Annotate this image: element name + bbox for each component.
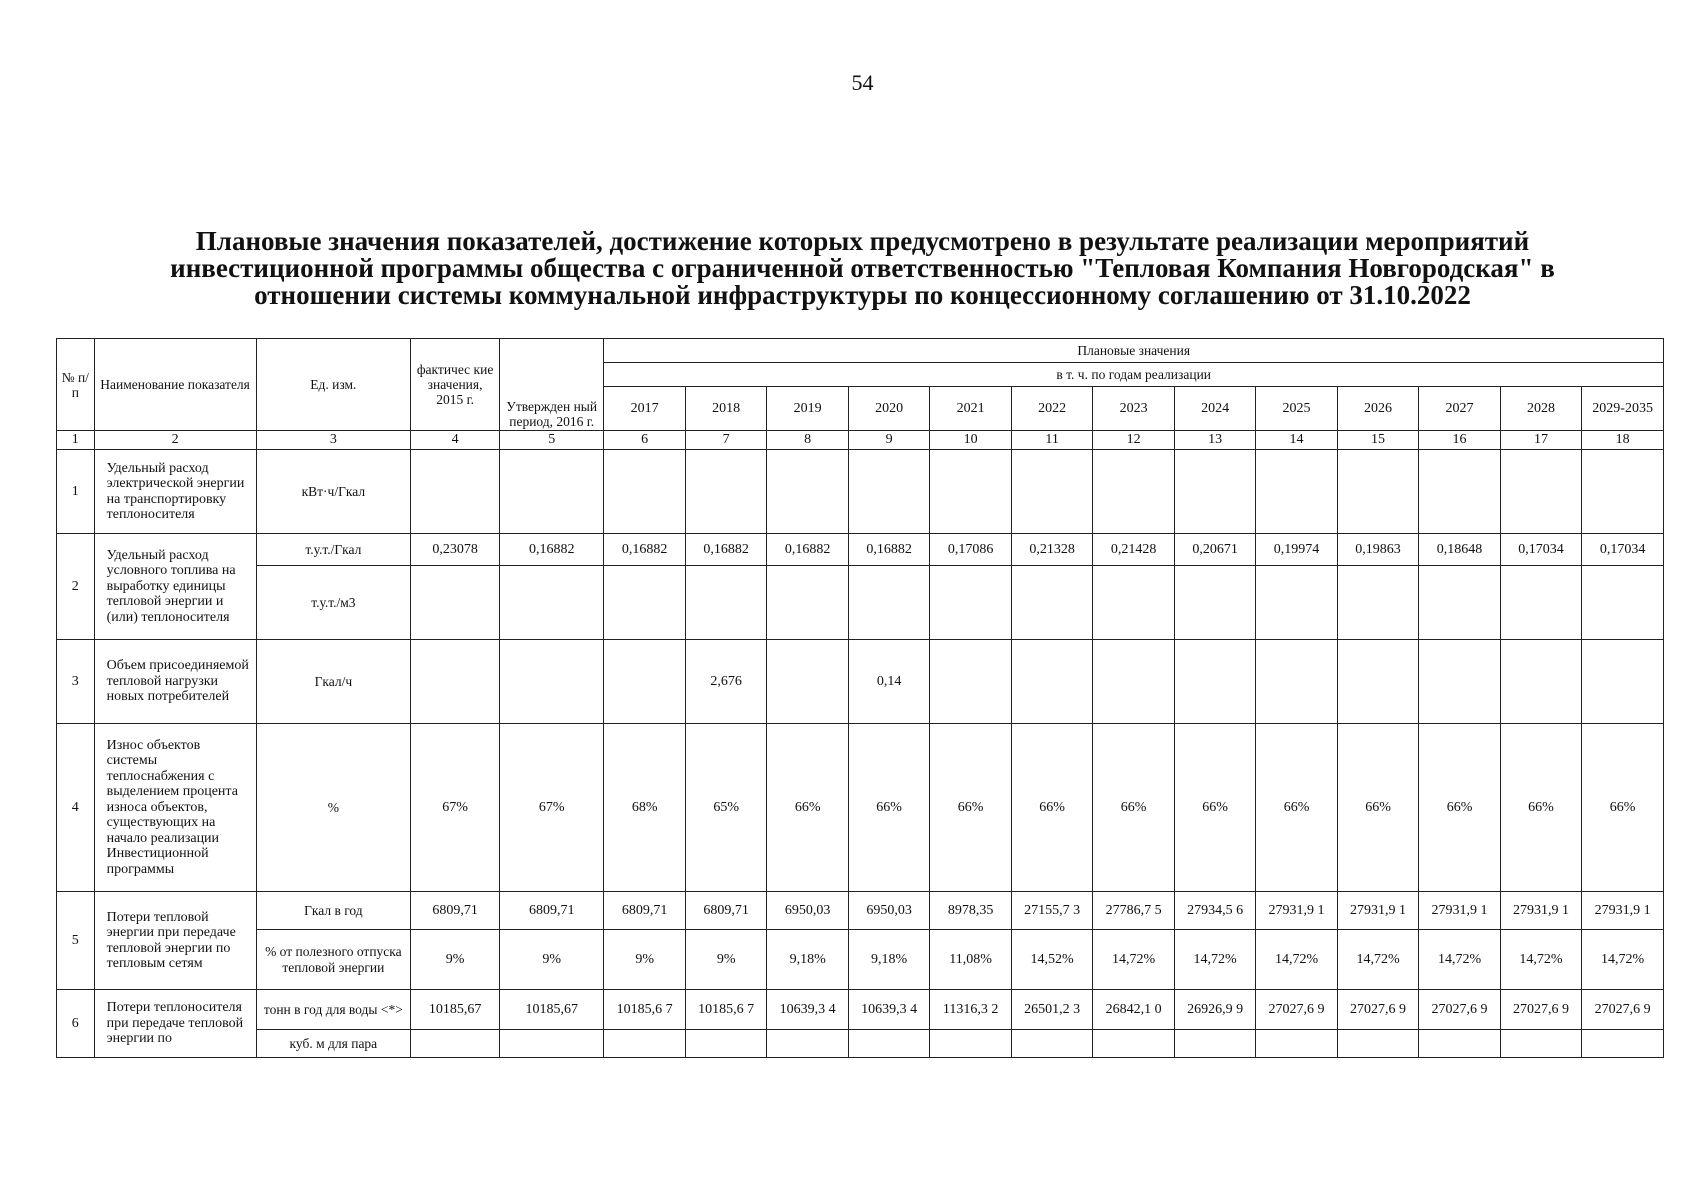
year-value-cell: 0,16882: [685, 534, 766, 566]
year-value-cell: 27786,7 5: [1093, 892, 1174, 930]
year-value-cell: 0,17034: [1582, 534, 1664, 566]
year-value-cell: [1337, 566, 1418, 640]
indicators-table: [56, 338, 1664, 1058]
header-unit: Ед. изм.: [256, 339, 411, 431]
year-value-cell: [930, 566, 1011, 640]
row-number: 3: [57, 640, 95, 724]
indicator-name: Удельный расход условного топлива на выработку единицы тепловой энергии и (или) теплоносителя: [94, 534, 256, 640]
actual-2015-cell: 67%: [411, 724, 500, 892]
indicator-name: Объем присоединяемой тепловой нагрузки новых потребителей: [94, 640, 256, 724]
column-index-cell: 5: [499, 431, 603, 450]
year-value-cell: [848, 566, 929, 640]
approved-2016-cell: 10185,67: [499, 990, 603, 1030]
table-row: [57, 930, 1664, 990]
year-value-cell: 0,20671: [1174, 534, 1255, 566]
table-row: [57, 892, 1664, 930]
year-value-cell: 6809,71: [604, 892, 685, 930]
year-value-cell: 66%: [848, 724, 929, 892]
year-value-cell: [848, 1030, 929, 1058]
header-actual-2015: фактичес кие значения, 2015 г.: [411, 339, 500, 431]
year-value-cell: [1011, 450, 1092, 534]
year-value-cell: [1256, 450, 1337, 534]
header-year: 2025: [1256, 387, 1337, 431]
year-value-cell: 0,21428: [1093, 534, 1174, 566]
year-value-cell: 66%: [1337, 724, 1418, 892]
year-value-cell: 66%: [1582, 724, 1664, 892]
approved-2016-cell: [499, 566, 603, 640]
approved-2016-cell: [499, 640, 603, 724]
actual-2015-cell: 10185,67: [411, 990, 500, 1030]
year-value-cell: 9%: [685, 930, 766, 990]
year-value-cell: 66%: [1419, 724, 1500, 892]
year-value-cell: [1582, 1030, 1664, 1058]
indicator-name: Потери теплоносителя при передаче тепловой энергии по: [94, 990, 256, 1058]
year-value-cell: [1174, 640, 1255, 724]
column-index-cell: 13: [1174, 431, 1255, 450]
year-value-cell: [767, 450, 848, 534]
year-value-cell: 0,16882: [848, 534, 929, 566]
row-number: 2: [57, 534, 95, 640]
year-value-cell: [1419, 1030, 1500, 1058]
year-value-cell: 14,52%: [1011, 930, 1092, 990]
year-value-cell: [1011, 566, 1092, 640]
year-value-cell: 10185,6 7: [604, 990, 685, 1030]
actual-2015-cell: [411, 1030, 500, 1058]
column-index-cell: 18: [1582, 431, 1664, 450]
year-value-cell: 0,21328: [1011, 534, 1092, 566]
unit-cell: т.у.т./Гкал: [256, 534, 411, 566]
year-value-cell: 27931,9 1: [1337, 892, 1418, 930]
year-value-cell: [685, 1030, 766, 1058]
row-number: 1: [57, 450, 95, 534]
year-value-cell: [930, 1030, 1011, 1058]
column-index-cell: 4: [411, 431, 500, 450]
year-value-cell: [1500, 566, 1581, 640]
column-index-cell: 2: [94, 431, 256, 450]
header-year: 2029-2035: [1582, 387, 1664, 431]
year-value-cell: 26926,9 9: [1174, 990, 1255, 1030]
column-index-cell: 7: [685, 431, 766, 450]
year-value-cell: [1419, 450, 1500, 534]
header-year: 2017: [604, 387, 685, 431]
header-year: 2023: [1093, 387, 1174, 431]
column-index-cell: 9: [848, 431, 929, 450]
year-value-cell: 10639,3 4: [848, 990, 929, 1030]
year-value-cell: [1093, 450, 1174, 534]
year-value-cell: 0,19974: [1256, 534, 1337, 566]
title-line: инвестиционной программы общества с ограниченной ответственностью "Тепловая Компания Новгородская" в: [170, 253, 1555, 283]
actual-2015-cell: [411, 566, 500, 640]
year-value-cell: [1500, 450, 1581, 534]
approved-2016-cell: 9%: [499, 930, 603, 990]
table-row: [57, 450, 1664, 534]
year-value-cell: [1256, 640, 1337, 724]
indicator-name: Износ объектов системы теплоснабжения с выделением процента износа объектов, существующих на начало реализации Инвестиционной программы: [94, 724, 256, 892]
approved-2016-cell: 6809,71: [499, 892, 603, 930]
header-by-years: в т. ч. по годам реализации: [604, 363, 1664, 387]
column-index-cell: 10: [930, 431, 1011, 450]
year-value-cell: 11316,3 2: [930, 990, 1011, 1030]
page-number: 54: [851, 70, 874, 95]
year-value-cell: 0,16882: [604, 534, 685, 566]
year-value-cell: 14,72%: [1582, 930, 1664, 990]
year-value-cell: 27934,5 6: [1174, 892, 1255, 930]
header-year: 2027: [1419, 387, 1500, 431]
year-value-cell: 0,19863: [1337, 534, 1418, 566]
year-value-cell: [930, 450, 1011, 534]
year-value-cell: 66%: [1011, 724, 1092, 892]
year-value-cell: [1093, 1030, 1174, 1058]
indicator-name: Удельный расход электрической энергии на транспортировку теплоносителя: [94, 450, 256, 534]
table-row: [57, 566, 1664, 640]
year-value-cell: 26842,1 0: [1093, 990, 1174, 1030]
indicator-name: Потери тепловой энергии при передаче тепловой энергии по тепловым сетям: [94, 892, 256, 990]
year-value-cell: 66%: [930, 724, 1011, 892]
document-title: [120, 228, 1605, 309]
year-value-cell: [1500, 640, 1581, 724]
column-index-cell: 3: [256, 431, 411, 450]
year-value-cell: [1174, 1030, 1255, 1058]
title-line: отношении системы коммунальной инфраструктуры по концессионному соглашению от 31.10.2022: [254, 280, 1471, 310]
year-value-cell: [1174, 450, 1255, 534]
year-value-cell: 65%: [685, 724, 766, 892]
unit-cell: кВт·ч/Гкал: [256, 450, 411, 534]
actual-2015-cell: 6809,71: [411, 892, 500, 930]
table-row: [57, 724, 1664, 892]
year-value-cell: 14,72%: [1256, 930, 1337, 990]
table-row: [57, 534, 1664, 566]
year-value-cell: 14,72%: [1500, 930, 1581, 990]
year-value-cell: [604, 450, 685, 534]
header-num: № п/ п: [57, 339, 95, 431]
year-value-cell: 8978,35: [930, 892, 1011, 930]
year-value-cell: [1011, 640, 1092, 724]
year-value-cell: [767, 640, 848, 724]
year-value-cell: 27931,9 1: [1582, 892, 1664, 930]
year-value-cell: 0,17086: [930, 534, 1011, 566]
year-value-cell: 6809,71: [685, 892, 766, 930]
year-value-cell: [1337, 1030, 1418, 1058]
year-value-cell: 27931,9 1: [1256, 892, 1337, 930]
year-value-cell: [767, 566, 848, 640]
unit-cell: куб. м для пара: [256, 1030, 411, 1058]
year-value-cell: [1337, 450, 1418, 534]
column-index-cell: 15: [1337, 431, 1418, 450]
unit-cell: тонн в год для воды <*>: [256, 990, 411, 1030]
row-number: 5: [57, 892, 95, 990]
year-value-cell: 26501,2 3: [1011, 990, 1092, 1030]
year-value-cell: 9,18%: [848, 930, 929, 990]
year-value-cell: 11,08%: [930, 930, 1011, 990]
year-value-cell: 14,72%: [1174, 930, 1255, 990]
year-value-cell: 10185,6 7: [685, 990, 766, 1030]
header-year: 2026: [1337, 387, 1418, 431]
year-value-cell: [604, 1030, 685, 1058]
year-value-cell: 14,72%: [1093, 930, 1174, 990]
year-value-cell: 0,14: [848, 640, 929, 724]
year-value-cell: 66%: [1500, 724, 1581, 892]
year-value-cell: [685, 566, 766, 640]
year-value-cell: 27027,6 9: [1337, 990, 1418, 1030]
year-value-cell: 9%: [604, 930, 685, 990]
approved-2016-cell: [499, 1030, 603, 1058]
header-year: 2024: [1174, 387, 1255, 431]
year-value-cell: [1093, 566, 1174, 640]
year-value-cell: 66%: [1093, 724, 1174, 892]
year-value-cell: 66%: [1174, 724, 1255, 892]
year-value-cell: 10639,3 4: [767, 990, 848, 1030]
year-value-cell: [1256, 566, 1337, 640]
table-row: [57, 990, 1664, 1030]
table-row: [57, 640, 1664, 724]
year-value-cell: 27155,7 3: [1011, 892, 1092, 930]
year-value-cell: 68%: [604, 724, 685, 892]
column-index-cell: 12: [1093, 431, 1174, 450]
approved-2016-cell: 0,16882: [499, 534, 603, 566]
column-index-row: [57, 431, 1664, 450]
column-index-cell: 11: [1011, 431, 1092, 450]
header-year: 2018: [685, 387, 766, 431]
unit-cell: Гкал в год: [256, 892, 411, 930]
year-value-cell: [767, 1030, 848, 1058]
year-value-cell: [1093, 640, 1174, 724]
header-planned: Плановые значения: [604, 339, 1664, 363]
year-value-cell: 14,72%: [1419, 930, 1500, 990]
year-value-cell: [1419, 640, 1500, 724]
actual-2015-cell: [411, 450, 500, 534]
year-value-cell: [1011, 1030, 1092, 1058]
year-value-cell: 6950,03: [767, 892, 848, 930]
year-value-cell: [1500, 1030, 1581, 1058]
year-value-cell: [1582, 640, 1664, 724]
year-value-cell: 0,16882: [767, 534, 848, 566]
actual-2015-cell: [411, 640, 500, 724]
year-value-cell: [1582, 566, 1664, 640]
year-value-cell: 66%: [1256, 724, 1337, 892]
column-index-cell: 14: [1256, 431, 1337, 450]
year-value-cell: [1582, 450, 1664, 534]
column-index-cell: 16: [1419, 431, 1500, 450]
year-value-cell: 27027,6 9: [1256, 990, 1337, 1030]
year-value-cell: 66%: [767, 724, 848, 892]
row-number: 6: [57, 990, 95, 1058]
year-value-cell: 6950,03: [848, 892, 929, 930]
unit-cell: % от полезного отпуска тепловой энергии: [256, 930, 411, 990]
year-value-cell: [1337, 640, 1418, 724]
header-name: Наименование показателя: [94, 339, 256, 431]
approved-2016-cell: 67%: [499, 724, 603, 892]
header-approved-2016: Утвержден ный период, 2016 г.: [499, 339, 603, 431]
year-value-cell: 27931,9 1: [1500, 892, 1581, 930]
year-value-cell: 27931,9 1: [1419, 892, 1500, 930]
year-value-cell: [1174, 566, 1255, 640]
year-value-cell: 27027,6 9: [1500, 990, 1581, 1030]
unit-cell: т.у.т./м3: [256, 566, 411, 640]
year-value-cell: [1419, 566, 1500, 640]
actual-2015-cell: 0,23078: [411, 534, 500, 566]
column-index-cell: 8: [767, 431, 848, 450]
table-row: [57, 1030, 1664, 1058]
year-value-cell: [604, 640, 685, 724]
column-index-cell: 6: [604, 431, 685, 450]
unit-cell: %: [256, 724, 411, 892]
header-year: 2019: [767, 387, 848, 431]
year-value-cell: 2,676: [685, 640, 766, 724]
year-value-cell: 0,17034: [1500, 534, 1581, 566]
year-value-cell: 27027,6 9: [1419, 990, 1500, 1030]
actual-2015-cell: 9%: [411, 930, 500, 990]
year-value-cell: [685, 450, 766, 534]
year-value-cell: [604, 566, 685, 640]
column-index-cell: 1: [57, 431, 95, 450]
year-value-cell: [930, 640, 1011, 724]
year-value-cell: [848, 450, 929, 534]
year-value-cell: 14,72%: [1337, 930, 1418, 990]
header-year: 2020: [848, 387, 929, 431]
year-value-cell: 9,18%: [767, 930, 848, 990]
approved-2016-cell: [499, 450, 603, 534]
unit-cell: Гкал/ч: [256, 640, 411, 724]
row-number: 4: [57, 724, 95, 892]
header-year: 2028: [1500, 387, 1581, 431]
table-body: [57, 450, 1664, 1058]
year-value-cell: 0,18648: [1419, 534, 1500, 566]
header-year: 2021: [930, 387, 1011, 431]
title-line: Плановые значения показателей, достижение которых предусмотрено в результате реализации мероприятий: [195, 226, 1530, 256]
year-value-cell: 27027,6 9: [1582, 990, 1664, 1030]
header-year: 2022: [1011, 387, 1092, 431]
column-index-cell: 17: [1500, 431, 1581, 450]
year-value-cell: [1256, 1030, 1337, 1058]
